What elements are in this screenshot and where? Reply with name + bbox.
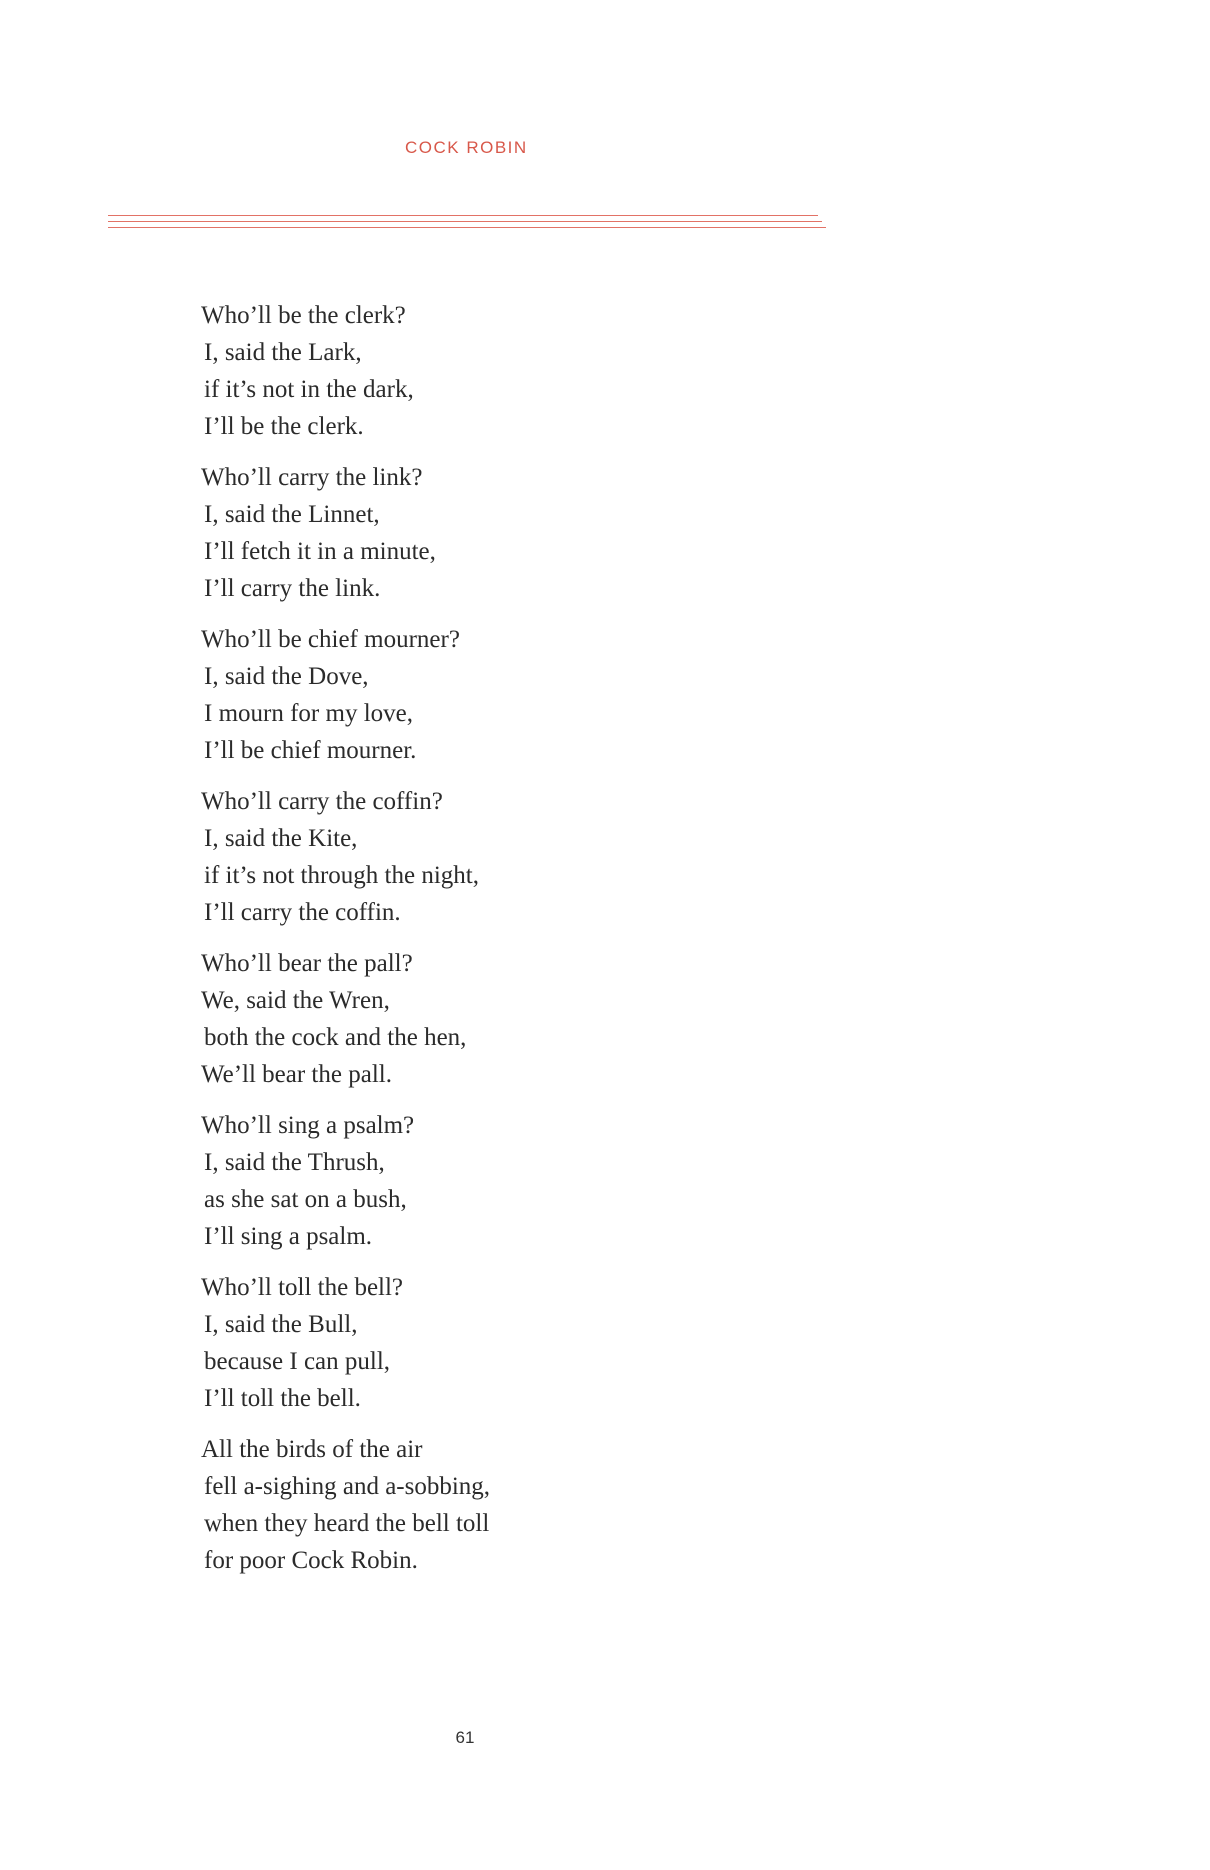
stanza <box>201 783 901 931</box>
stanza <box>201 1431 901 1579</box>
stanza <box>201 621 901 769</box>
header-rule <box>108 227 826 228</box>
page-number: 61 <box>455 1728 475 1747</box>
header-rules <box>108 215 826 229</box>
stanza <box>201 459 901 607</box>
poem-line: when they heard the bell toll <box>204 1510 490 1537</box>
running-title: COCK ROBIN <box>405 138 528 157</box>
poem-body <box>201 297 901 1593</box>
stanza <box>201 1107 901 1255</box>
poem-line: Who’ll sing a psalm? <box>201 1112 415 1139</box>
poem-line: I’ll carry the link. <box>204 575 381 602</box>
poem-line: I’ll fetch it in a minute, <box>204 538 436 565</box>
poem-line: Who’ll toll the bell? <box>201 1274 404 1301</box>
poem-line: Who’ll be the clerk? <box>201 302 406 329</box>
poem-line: Who’ll carry the link? <box>201 464 423 491</box>
poem-line: I, said the Bull, <box>204 1311 358 1338</box>
poem-line: fell a-sighing and a-sobbing, <box>204 1473 491 1500</box>
poem-line: if it’s not through the night, <box>204 862 479 889</box>
poem-line: I, said the Kite, <box>204 825 358 852</box>
poem-line: for poor Cock Robin. <box>204 1547 418 1574</box>
poem-line: I’ll carry the coffin. <box>204 899 401 926</box>
stanza <box>201 297 901 445</box>
poem-line: I mourn for my love, <box>204 700 413 727</box>
header-rule <box>108 215 818 216</box>
poem-line: I, said the Thrush, <box>204 1149 385 1176</box>
poem-line: All the birds of the air <box>201 1436 423 1463</box>
poem-line: We’ll bear the pall. <box>201 1061 392 1088</box>
header-rule <box>108 221 822 222</box>
poem-line: if it’s not in the dark, <box>204 376 414 403</box>
stanza <box>201 1269 901 1417</box>
poem-line: as she sat on a bush, <box>204 1186 407 1213</box>
poem-line: because I can pull, <box>204 1348 391 1375</box>
poem-line: I’ll be the clerk. <box>204 413 364 440</box>
poem-line: I, said the Dove, <box>204 663 369 690</box>
poem-line: I, said the Linnet, <box>204 501 380 528</box>
poem-line: Who’ll be chief mourner? <box>201 626 460 653</box>
poem-line: I’ll be chief mourner. <box>204 737 417 764</box>
poem-line: I’ll sing a psalm. <box>204 1223 373 1250</box>
poem-line: We, said the Wren, <box>201 987 390 1014</box>
stanza <box>201 945 901 1093</box>
poem-line: both the cock and the hen, <box>204 1024 467 1051</box>
poem-line: I’ll toll the bell. <box>204 1385 361 1412</box>
poem-line: Who’ll bear the pall? <box>201 950 413 977</box>
poem-line: Who’ll carry the coffin? <box>201 788 443 815</box>
poem-line: I, said the Lark, <box>204 339 362 366</box>
